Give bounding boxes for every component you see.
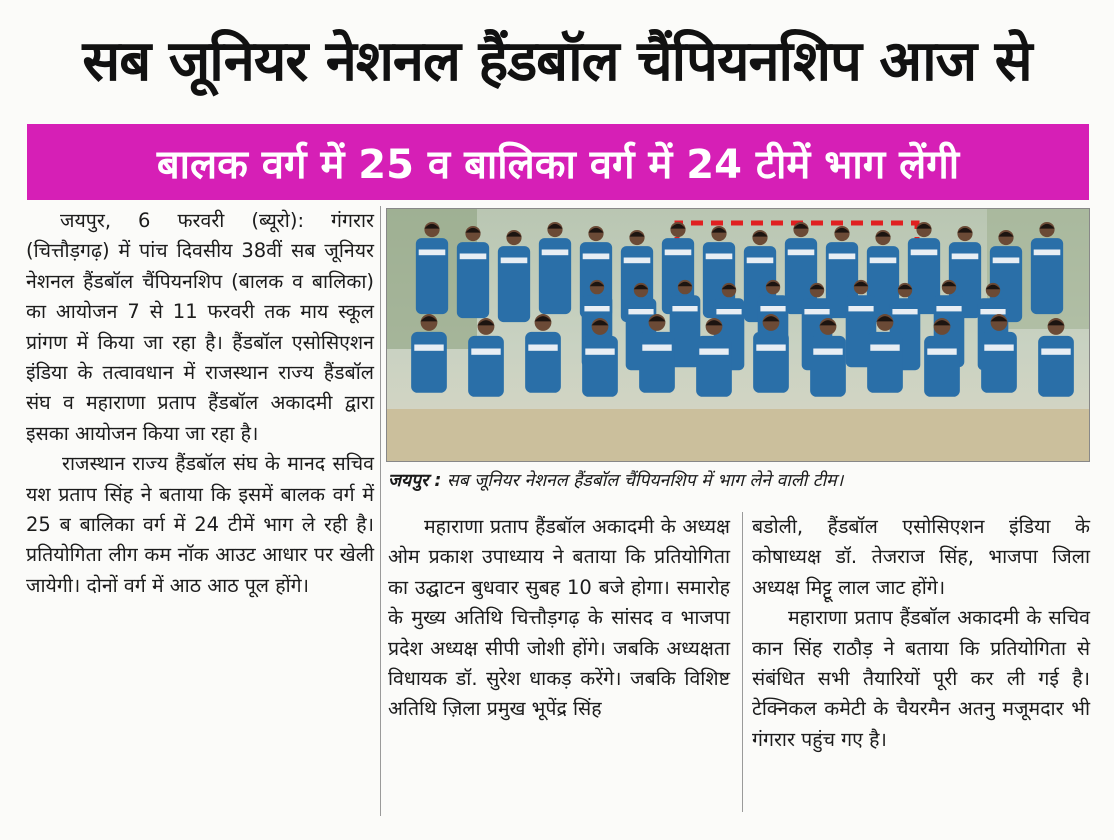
article-paragraph: महाराणा प्रताप हैंडबॉल अकादमी के अध्यक्ष ओम प्रकाश उपाध्याय ने बताया कि प्रतियोगिता का उद्घाटन बुधवार सुबह 10 बजे होगा। समारोह के मुख्य अतिथि चित्तौड़गढ़ के सांसद व भाजपा प्रदेश अध्यक्ष सीपी जोशी होंगे। जबकि अध्यक्षता विधायक डॉ. सुरेश धाकड़ करेंगे। जबकि विशिष्ट अतिथि ज़िला प्रमुख भूपेंद्र सिंह bbox=[388, 515, 730, 721]
caption-text: सब जूनियर नेशनल हैंडबॉल चैंपियनशिप में भाग लेने वाली टीम। bbox=[446, 471, 844, 491]
headline: सब जूनियर नेशनल हैंडबॉल चैंपियनशिप आज से bbox=[82, 29, 1032, 94]
article-column-2 bbox=[388, 512, 730, 725]
article-paragraph: महाराणा प्रताप हैंडबॉल अकादमी के सचिव कान सिंह राठौड़ ने बताया कि प्रतियोगिता से संबंधित सभी तैयारियों पूरी कर ली गई है। टेक्निकल कमेटी के चैयरमैन अतनु मजूमदार भी गंगरार पहुंच गए है। bbox=[752, 606, 1090, 751]
photo-caption bbox=[388, 468, 1090, 502]
article-column-3 bbox=[752, 512, 1090, 755]
column-divider bbox=[742, 512, 743, 812]
article-column-1 bbox=[26, 206, 374, 601]
subheadline: बालक वर्ग में 25 व बालिका वर्ग में 24 टीमें भाग लेंगी bbox=[156, 141, 960, 188]
article-paragraph: राजस्थान राज्य हैंडबॉल संघ के मानद सचिव यश प्रताप सिंह ने बताया कि इसमें बालक वर्ग में 25 ब बालिका वर्ग में 24 टीमें भाग ले रही है। प्रतियोगिता लीग कम नॉक आउट आधार पर खेली जायेगी। दोनों वर्ग में आठ आठ पूल होंगे। bbox=[26, 452, 374, 597]
article-paragraph: बडोली, हैंडबॉल एसोसिएशन इंडिया के कोषाध्यक्ष डॉ. तेजराज सिंह, भाजपा जिला अध्यक्ष मिट्टू लाल जाट होंगे। bbox=[752, 515, 1090, 599]
article-paragraph: जयपुर, 6 फरवरी (ब्यूरो): गंगरार (चित्तौड़गढ़) में पांच दिवसीय 38वीं सब जूनियर नेशनल हैंडबॉल चैंपियनशिप (बालक व बालिका) का आयोजन 7 से 11 फरवरी तक माय स्कूल प्रांगण में किया जा रहा है। हैंडबॉल एसोसिएशन इंडिया के तत्वावधान में राजस्थान राज्य हैंडबॉल संघ व महाराणा प्रताप हैंडबॉल अकादमी द्वारा इसका आयोजन किया जा रहा है। bbox=[26, 209, 374, 445]
team-photo-image bbox=[387, 209, 1089, 461]
subheadline-banner bbox=[27, 124, 1089, 200]
team-photo bbox=[386, 208, 1090, 462]
column-divider bbox=[380, 206, 381, 816]
caption-place: जयपुर : bbox=[388, 471, 442, 491]
